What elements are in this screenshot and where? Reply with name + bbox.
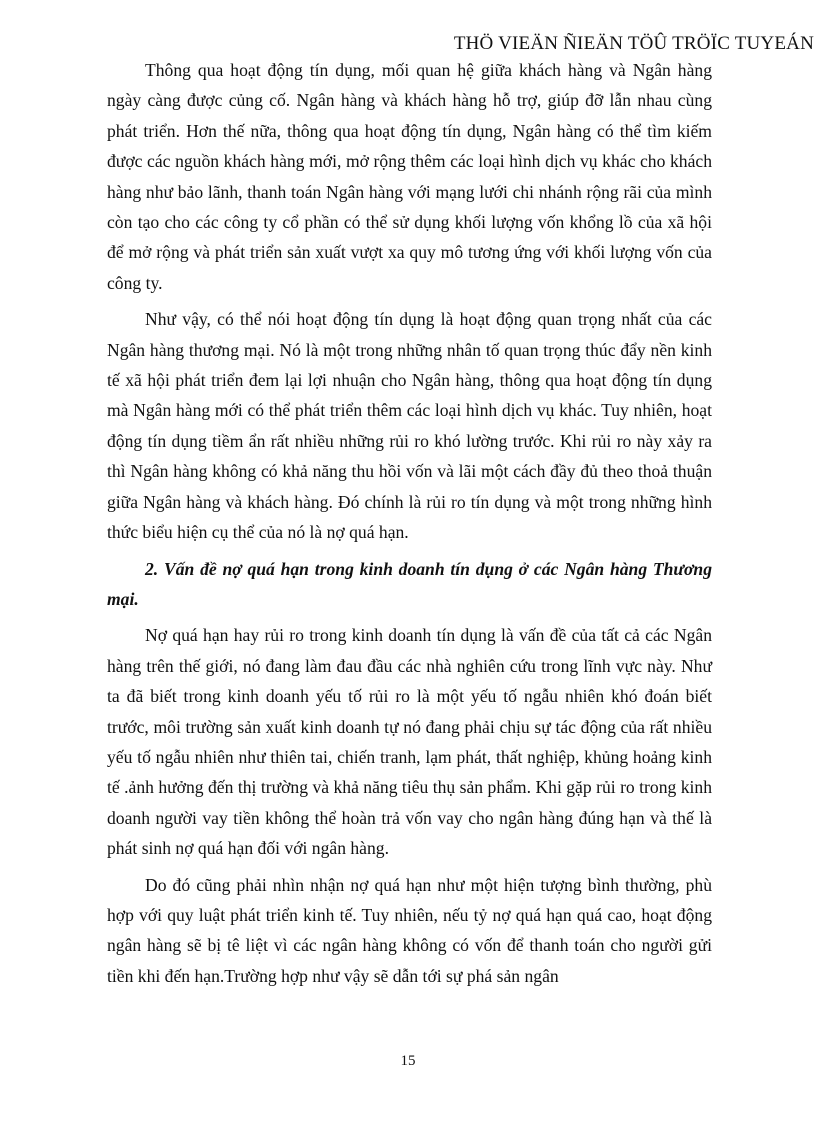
page-body [107, 55, 712, 991]
running-header: THÖ VIEÄN ÑIEÄN TÖÛ TRÖÏC TUYEÁN [453, 33, 814, 54]
paragraph-overdue-debt: Nợ quá hạn hay rủi ro trong kinh doanh tín dụng là vấn đề của tất cả các Ngân hàng trên thế giới, nó đang làm đau đầu các nhà nghiên cứu trong lĩnh vực này. Như ta đã biết trong kinh doanh yếu tố rủi ro là một yếu tố ngẫu nhiên khó đoán biết trước, môi trường sản xuất kinh doanh tự nó đang phải chịu sự tác động của rất nhiều yếu tố ngẫu nhiên như thiên tai, chiến tranh, lạm phát, thất nghiệp, khủng hoảng kinh tế .ảnh hưởng đến thị trường và khả năng tiêu thụ sản phẩm. Khi gặp rủi ro trong kinh doanh người vay tiền không thể hoàn trả vốn vay cho ngân hàng đúng hạn và thế là phát sinh nợ quá hạn đối với ngân hàng. [107, 625, 712, 859]
paragraph-overdue-consequence: Do đó cũng phải nhìn nhận nợ quá hạn như một hiện tượng bình thường, phù hợp với quy luật phát triển kinh tế. Tuy nhiên, nếu tỷ nợ quá hạn quá cao, hoạt động ngân hàng sẽ bị tê liệt vì các ngân hàng không có vốn để thanh toán cho người gửi tiền khi đến hạn.Trường hợp như vậy sẽ dẫn tới sự phá sản ngân [107, 874, 712, 986]
section-heading: 2. Vấn đề nợ quá hạn trong kinh doanh tín dụng ở các Ngân hàng Thương mại. [107, 558, 712, 609]
paragraph-credit-relationship: Thông qua hoạt động tín dụng, mối quan hệ giữa khách hàng và Ngân hàng ngày càng được củng cố. Ngân hàng và khách hàng hỗ trợ, giúp đỡ lẫn nhau cùng phát triển. Hơn thế nữa, thông qua hoạt động tín dụng, Ngân hàng có thể tìm kiếm được các nguồn khách hàng mới, mở rộng thêm các loại hình dịch vụ khác cho khách hàng như bảo lãnh, thanh toán Ngân hàng với mạng lưới chi nhánh rộng rãi của mình còn tạo cho các công ty cổ phần có thể sử dụng khối lượng vốn khổng lồ của xã hội để mở rộng và phát triển sản xuất vượt xa quy mô tương ứng với khối lượng vốn của công ty. [107, 60, 712, 293]
paragraph-credit-importance: Như vậy, có thể nói hoạt động tín dụng là hoạt động quan trọng nhất của các Ngân hàng thương mại. Nó là một trong những nhân tố quan trọng thúc đẩy nền kinh tế xã hội phát triển đem lại lợi nhuận cho Ngân hàng, thông qua hoạt động tín dụng mà Ngân hàng mới có thể phát triển thêm các loại hình dịch vụ khác. Tuy nhiên, hoạt động tín dụng tiềm ẩn rất nhiều những rủi ro khó lường trước. Khi rủi ro này xảy ra thì Ngân hàng không có khả năng thu hồi vốn và lãi một cách đầy đủ theo thoả thuận giữa Ngân hàng và khách hàng. Đó chính là rủi ro tín dụng và một trong những hình thức biểu hiện cụ thể của nó là nợ quá hạn. [107, 309, 712, 543]
page-number: 15 [400, 1053, 416, 1069]
